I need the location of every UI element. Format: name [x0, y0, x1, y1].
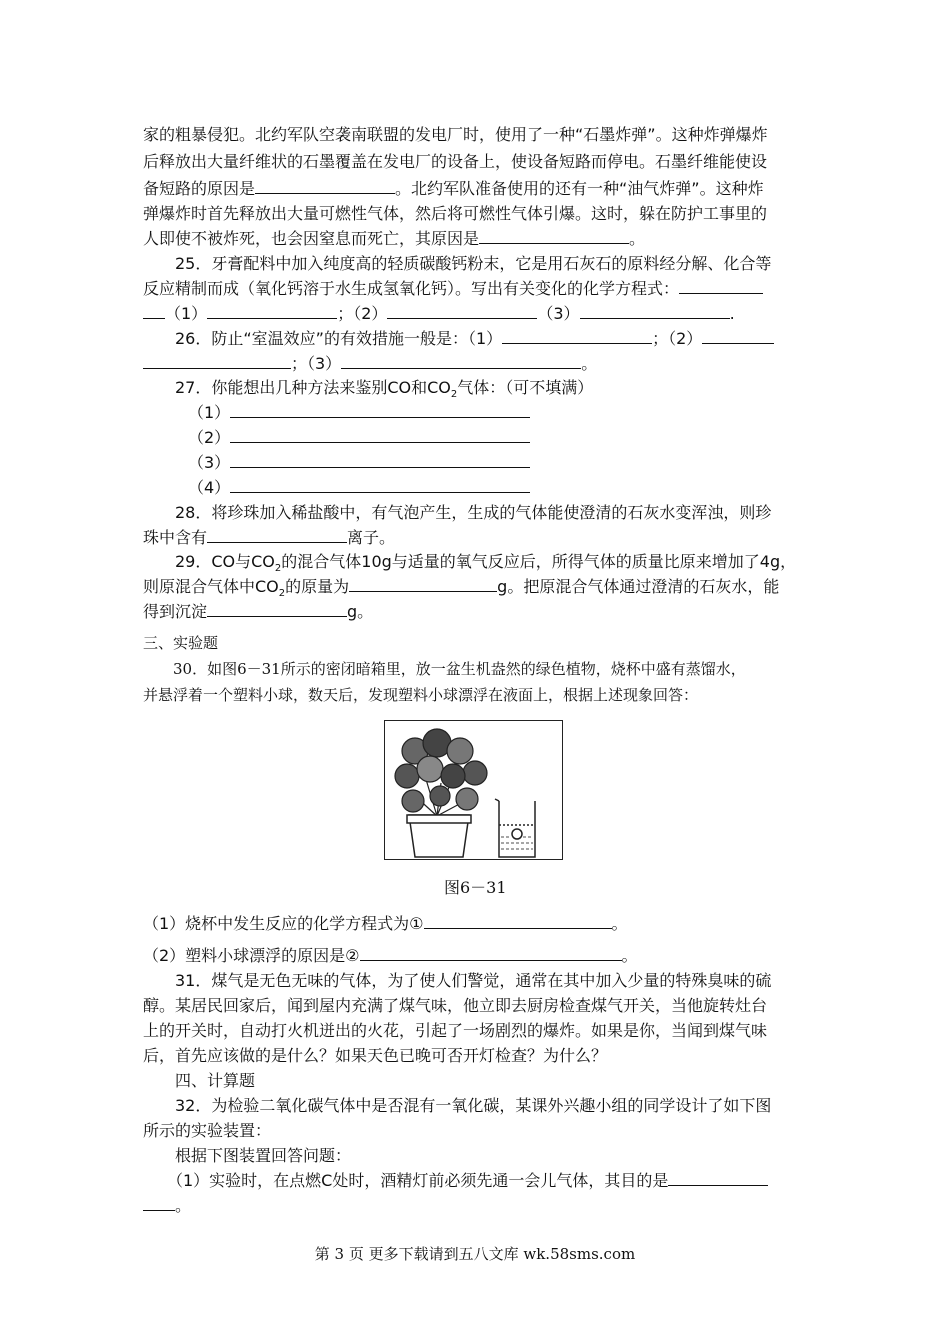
answer-blank[interactable]	[207, 527, 347, 543]
figure-caption: 图6－31	[444, 878, 507, 897]
beaker-icon	[495, 799, 535, 857]
text-line: 家的粗暴侵犯。北约军队空袭南联盟的发电厂时，使用了一种“石墨炸弹”。这种炸弹爆炸	[143, 125, 768, 144]
question-25: 25．牙膏配料中加入纯度高的轻质碳酸钙粉末，它是用石灰石的原料经分解、化合等	[143, 254, 772, 273]
answer-blank[interactable]	[230, 427, 530, 443]
answer-blank[interactable]	[679, 278, 763, 294]
answer-blank[interactable]	[580, 303, 730, 319]
text-line: 所示的实验装置：	[143, 1121, 272, 1140]
answer-blank[interactable]	[702, 328, 774, 344]
plant-icon	[395, 729, 487, 816]
question-27: 27．你能想出几种方法来鉴别CO和$CO_2$气体：（可不填满）	[143, 378, 594, 401]
question-31: 31．煤气是无色无味的气体，为了使人们警觉，通常在其中加入少量的特殊臭味的硫	[143, 971, 772, 990]
question-30: 30．如图6－31所示的密闭暗箱里，放一盆生机盎然的绿色植物，烧杯中盛有蒸馏水，	[143, 660, 746, 678]
answer-blank[interactable]	[668, 1170, 768, 1186]
answer-line: （3）	[188, 452, 530, 474]
answer-blank[interactable]	[502, 328, 652, 344]
answer-blank[interactable]	[349, 576, 497, 592]
answer-blank[interactable]	[255, 178, 395, 194]
text-line: 珠中含有 离子。	[143, 528, 396, 547]
text-line: 。	[143, 1195, 191, 1217]
question-29: 29．CO与$CO_2$的混合气体10g与适量的氧气反应后，所得气体的质量比原来增加了4g，	[143, 552, 797, 575]
answer-line: （1）	[188, 402, 530, 424]
question-26: 26．防止“室温效应”的有效措施一般是：（1） ；（2）	[143, 328, 774, 350]
text-line: 根据下图装置回答问题：	[143, 1146, 352, 1165]
question-32: 32．为检验二氧化碳气体中是否混有一氧化碳，某课外兴趣小组的同学设计了如下图	[143, 1096, 772, 1115]
answer-line: （2）	[188, 427, 530, 449]
page-footer: 第 3 页 更多下载请到五八文库 wk.58sms.com	[314, 1245, 636, 1263]
answer-blank[interactable]	[143, 1195, 175, 1211]
text-line: 反应精制而成（氧化钙溶于水生成氢氧化钙）。写出有关变化的化学方程式：	[143, 278, 763, 300]
answer-blank[interactable]	[230, 477, 530, 493]
answer-blank[interactable]	[387, 303, 537, 319]
text-line: （1） ；（2） （3） .	[143, 303, 735, 325]
section-heading: 四、计算题	[143, 1071, 256, 1090]
text-line: 后释放出大量纤维状的石墨覆盖在发电厂的设备上，使设备短路而停电。石墨纤维能使设	[143, 152, 768, 171]
text-line: 则原混合气体中$CO_2$的原量为 g。把原混合气体通过澄清的石灰水，能	[143, 577, 780, 600]
answer-blank[interactable]	[143, 303, 165, 319]
answer-blank[interactable]	[230, 452, 530, 468]
text-line: 弹爆炸时首先释放出大量可燃性气体，然后将可燃性气体引爆。这时，躲在防护工事里的	[143, 204, 768, 223]
text-line: 上的开关时，自动打火机迸出的火花，引起了一场剧烈的爆炸。如果是你，当闻到煤气味	[143, 1021, 768, 1040]
answer-blank[interactable]	[143, 353, 291, 369]
text-line: 醇。某居民回家后，闻到屋内充满了煤气味，他立即去厨房检查煤气开关，当他旋转灶台	[143, 996, 768, 1015]
answer-blank[interactable]	[207, 303, 337, 319]
answer-blank[interactable]	[360, 945, 622, 961]
answer-blank[interactable]	[230, 402, 530, 418]
experiment-figure	[384, 720, 563, 860]
section-heading: 三、实验题	[143, 634, 219, 652]
answer-blank[interactable]	[341, 353, 581, 369]
question-28: 28．将珍珠加入稀盐酸中，有气泡产生，生成的气体能使澄清的石灰水变浑浊，则珍	[143, 503, 772, 522]
answer-blank[interactable]	[424, 913, 612, 929]
text-line: 并悬浮着一个塑料小球，数天后，发现塑料小球漂浮在液面上，根据上述现象回答：	[143, 686, 699, 704]
answer-blank[interactable]	[479, 228, 629, 244]
text-line: 人即使不被炸死，也会因窒息而死亡，其原因是 。	[143, 229, 646, 248]
answer-line: （4）	[188, 477, 530, 499]
flowerpot-icon	[407, 815, 471, 857]
text-line: 得到沉淀 g。	[143, 602, 374, 621]
plant-and-beaker-illustration	[385, 721, 561, 858]
answer-line: （1）烧杯中发生反应的化学方程式为① 。	[143, 914, 628, 933]
answer-blank[interactable]	[207, 601, 347, 617]
text-line: ；（3） 。	[143, 353, 597, 375]
answer-line: （2）塑料小球漂浮的原因是② 。	[143, 946, 638, 965]
text-line: （1）实验时，在点燃C处时，酒精灯前必须先通一会儿气体，其目的是	[143, 1170, 768, 1192]
text-line: 后，首先应该做的是什么？如果天色已晚可否开灯检查？为什么？	[143, 1046, 608, 1065]
text-line: 备短路的原因是 。北约军队准备使用的还有一种“油气炸弹”。这种炸	[143, 179, 764, 198]
